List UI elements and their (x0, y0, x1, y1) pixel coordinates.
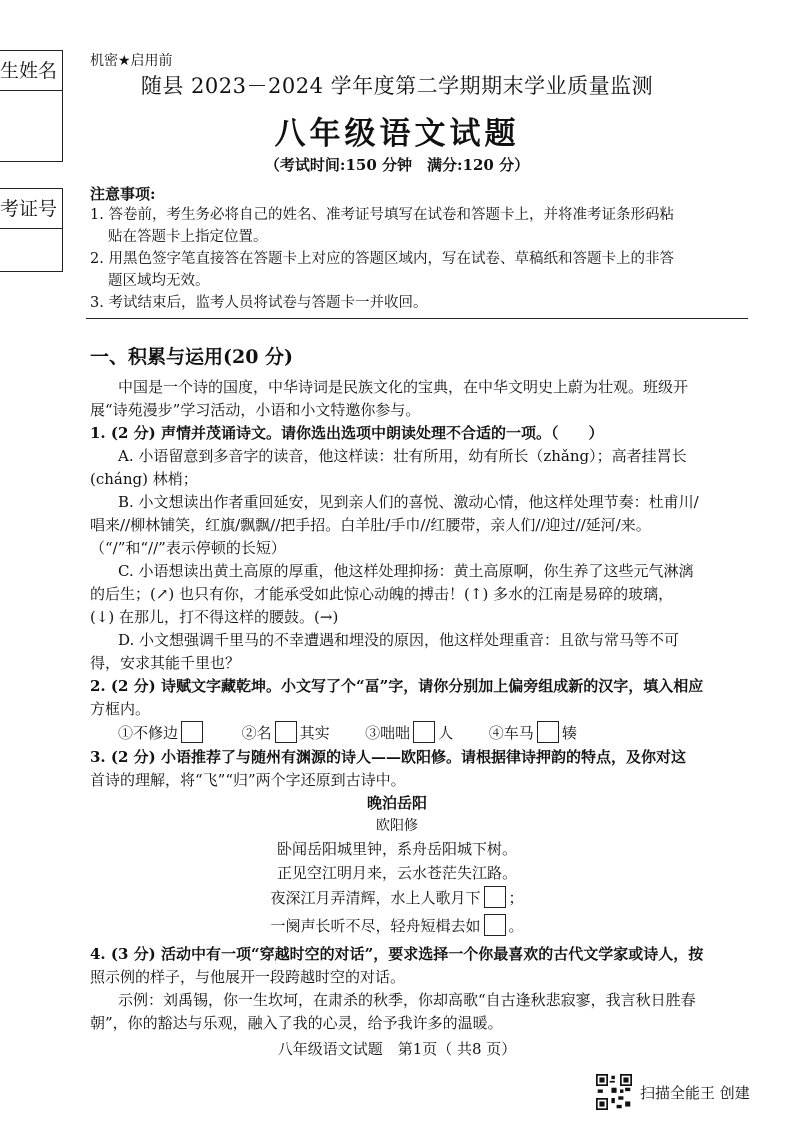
q4-example: 示例：刘禹锡，你一生坎坷，在肃杀的秋季，你却高歌“自古逢秋悲寂寥，我言秋日胜春 (118, 991, 696, 1009)
q2-item: ④车马 辏 (489, 724, 577, 742)
poem-author: 欧阳修 (376, 818, 418, 834)
poem-line: 夜深江月弄清辉，水上人歌月下 ； (0, 886, 794, 908)
poem-title: 晚泊岳阳 (366, 794, 427, 812)
notice-line: 3. 考试结束后，监考人员将试卷与答题卡一并收回。 (90, 295, 428, 311)
q1-option-b: B. 小文想读出作者重回延安，见到亲人们的喜悦、激动心情，他这样处理节奏：杜甫川/ (118, 493, 699, 511)
subject-title: 八年级语文试题 (274, 116, 520, 152)
id-box (0, 188, 63, 272)
q4-example: 朝”，你的豁达与乐观，融入了我的心灵，给予我许多的温暖。 (90, 1014, 503, 1032)
notice-line: 贴在答题卡上指定位置。 (108, 229, 268, 245)
exam-title: 随县 2023－2024 学年度第二学期期末学业质量监测 (140, 74, 654, 98)
q1-option-c: 的后生；(↗) 也只有你，才能承受如此惊心动魄的搏击！(↑) 多水的江南是易碎的玻璃， (90, 585, 674, 603)
poem-line: 一阕声长听不尽，轻舟短楫去如 。 (0, 914, 794, 936)
poem-line: 正见空江明月来，云水苍茫失江路。 (276, 864, 517, 882)
q1-stem: 1. (2 分) 声情并茂诵诗文。请你选出选项中朗读处理不合适的一项。（ ） (90, 424, 604, 442)
id-label: 考证号 (0, 189, 62, 229)
notice-title: 注意事项: (90, 185, 156, 203)
answer-box[interactable] (537, 721, 559, 743)
q2-item: ①不修边 (118, 724, 206, 742)
q1-option-d: D. 小文想强调千里马的不幸遭遇和埋没的原因，他这样处理重音：且欲与常马等不可 (118, 631, 680, 649)
q2-stem: 2. (2 分) 诗赋文字藏乾坤。小文写了个“畐”字，请你分别加上偏旁组成新的汉字，填入相应 (90, 677, 704, 695)
name-label: 生姓名 (0, 51, 62, 91)
answer-box[interactable] (484, 886, 506, 908)
answer-box[interactable] (413, 721, 435, 743)
confidential-mark: 机密★启用前 (90, 53, 173, 69)
answer-box[interactable] (484, 914, 506, 936)
q4-stem: 照示例的样子，与他展开一段跨越时空的对话。 (90, 968, 406, 986)
q2-item: ③咄咄 人 (365, 724, 453, 742)
page-footer: 八年级语文试题 第1页（ 共8 页） (277, 1040, 517, 1058)
notice-line: 1. 答卷前，考生务必将自己的姓名、准考证号填写在试卷和答题卡上，并将准考证条形码粘 (90, 207, 674, 223)
intro-line: 展“诗苑漫步”学习活动，小语和小文特邀你参与。 (90, 401, 421, 419)
q1-option-a: (cháng) 林梢； (90, 470, 198, 488)
divider (86, 318, 748, 319)
answer-box[interactable] (181, 721, 203, 743)
exam-info: （考试时间:150 分钟 满分:120 分） (264, 156, 530, 174)
poem-line: 卧闻岳阳城里钟，系舟岳阳城下树。 (276, 840, 517, 858)
q4-stem: 4. (3 分) 活动中有一项“穿越时空的对话”，要求选择一个你最喜欢的古代文学家或诗人，按 (90, 945, 704, 963)
notice-line: 2. 用黑色签字笔直接答在答题卡上对应的答题区域内，写在试卷、草稿纸和答题卡上的非答 (90, 251, 674, 267)
q3-stem: 首诗的理解，将“飞”“归”两个字还原到古诗中。 (90, 771, 406, 789)
q2-item: ②名 其实 (242, 724, 330, 742)
scanner-watermark: 扫描全能王 创建 (640, 1084, 750, 1102)
q1-option-c: C. 小语想读出黄土高原的厚重，他这样处理抑扬：黄土高原啊，你生养了这些元气淋漓 (118, 562, 694, 580)
intro-line: 中国是一个诗的国度，中华诗词是民族文化的宝典，在中华文明史上蔚为壮观。班级开 (118, 378, 689, 396)
q3-stem: 3. (2 分) 小语推荐了与随州有渊源的诗人——欧阳修。请根据律诗押韵的特点，及你对这 (90, 748, 686, 766)
q2-stem: 方框内。 (90, 700, 151, 718)
q1-option-b: （“/”和“//”表示停顿的长短） (90, 539, 286, 557)
section-title: 一、积累与运用(20 分) (90, 346, 294, 368)
qr-code-icon (596, 1074, 632, 1110)
answer-box[interactable] (275, 721, 297, 743)
notice-line: 题区域均无效。 (108, 273, 210, 289)
q1-option-b: 唱来//柳林铺笑，红旗/飘飘//把手招。白羊肚/手巾//红腰带，亲人们//迎过//延河/来。 (90, 516, 651, 534)
q1-option-a: A. 小语留意到多音字的读音，他这样读：壮有所用，幼有所长（zhǎng）；高者挂罥长 (118, 447, 687, 465)
q1-option-d: 得，安求其能千里也？ (90, 654, 241, 672)
q1-option-c: (↓) 在那儿，打不得这样的腰鼓。(→) (90, 608, 339, 626)
q2-items (118, 721, 750, 745)
